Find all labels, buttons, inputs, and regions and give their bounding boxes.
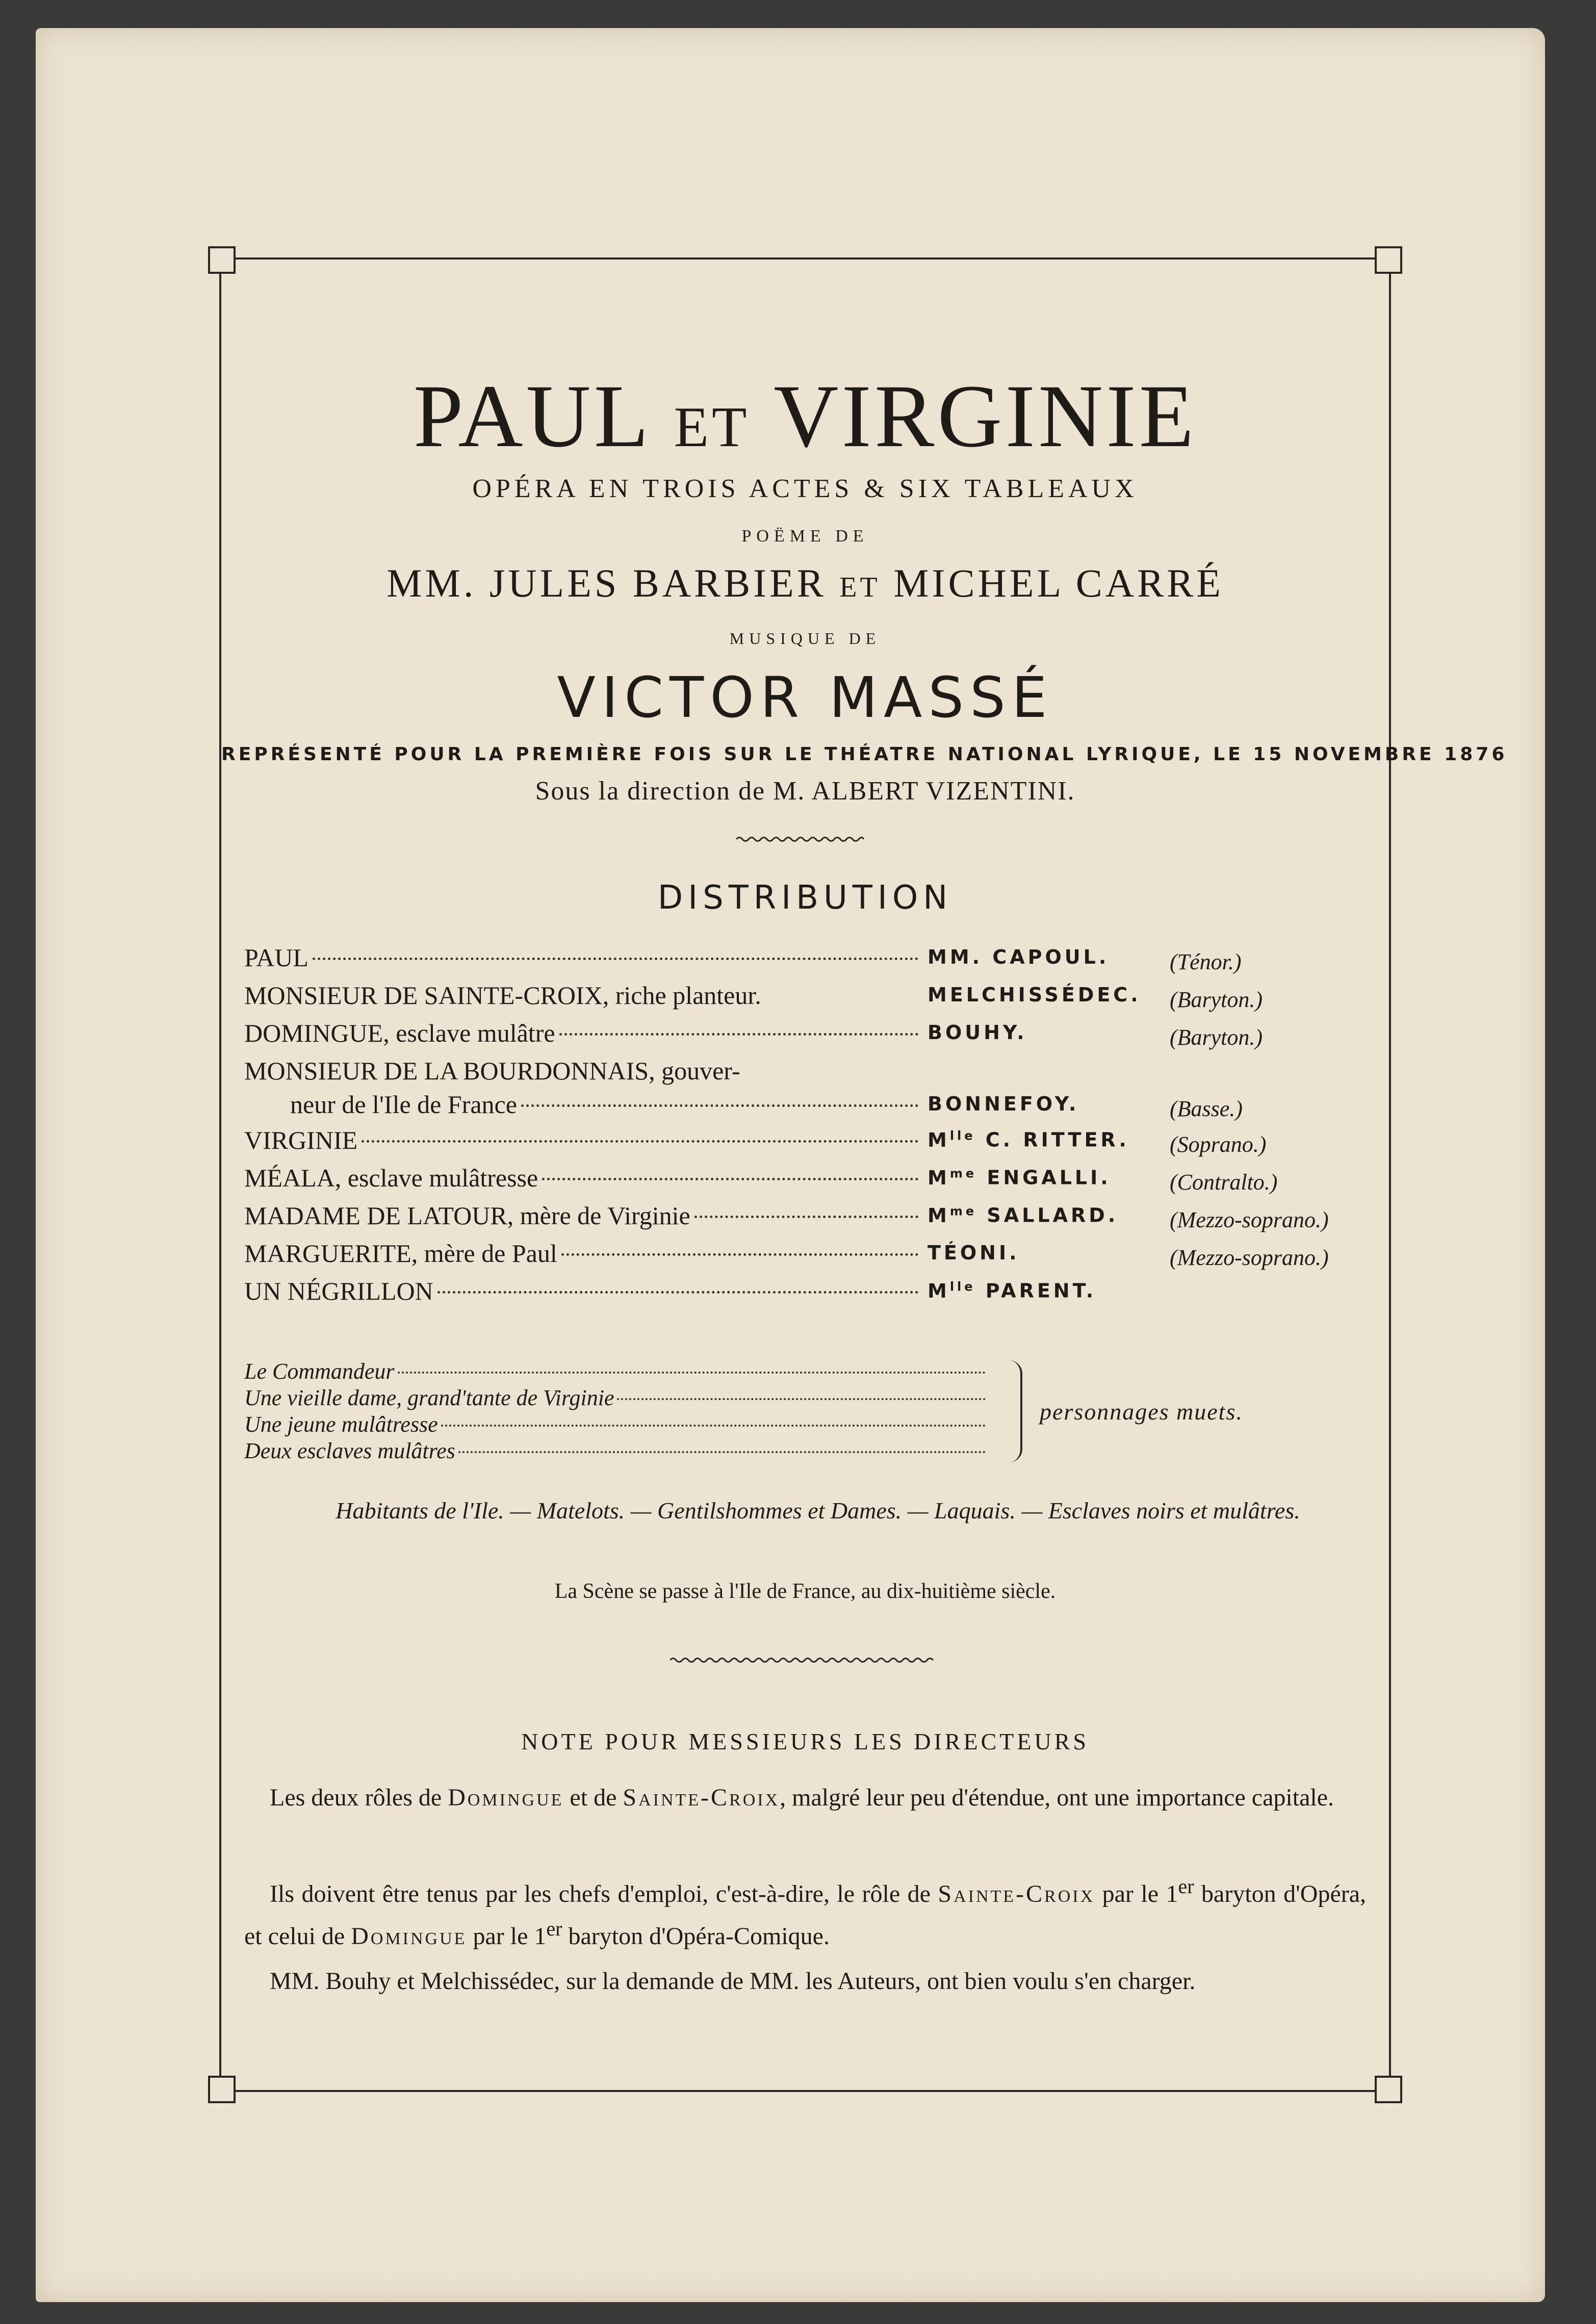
- brace-icon: [1009, 1360, 1022, 1462]
- singer-name: [928, 1166, 1111, 1189]
- dot-leader: [617, 1398, 986, 1400]
- mutes-label: personnages muets.: [1040, 1399, 1243, 1425]
- page-title: [221, 367, 1389, 466]
- note-text: , malgré leur peu d'étendue, ont une importance capitale.: [780, 1784, 1334, 1811]
- note-paragraph: [244, 1963, 1366, 2000]
- subtitle: OPÉRA EN TROIS ACTES & SIX TABLEAUX: [472, 474, 1138, 503]
- dot-leader: [437, 1291, 918, 1294]
- singer-text: C. RITTER.: [985, 1128, 1129, 1151]
- note-text: par le: [1102, 1880, 1159, 1907]
- musique-de-label: MUSIQUE DE: [729, 629, 881, 648]
- page-frame: [219, 257, 1508, 2092]
- note-paragraph: [244, 1779, 1366, 1817]
- mute-roles: [244, 1358, 1381, 1464]
- mute-role-name: Le Commandeur: [244, 1359, 395, 1384]
- mute-role: [244, 1438, 989, 1464]
- singer-text: ENGALLI.: [987, 1166, 1111, 1189]
- dot-leader: [542, 1178, 918, 1180]
- role-name: MONSIEUR DE SAINTE-CROIX, riche planteur.: [244, 981, 761, 1010]
- note-role-name: Sainte-Croix: [938, 1880, 1095, 1907]
- mute-role: [244, 1385, 989, 1411]
- title-part: ET: [674, 396, 750, 459]
- scene-line: La Scène se passe à l'Ile de France, au dix-huitième siècle.: [554, 1580, 1056, 1603]
- dot-leader: [398, 1372, 986, 1374]
- cast-row: [244, 1276, 1381, 1314]
- cast-list: [244, 943, 1381, 1314]
- note-text: baryton d'Opéra, et celui de: [244, 1880, 1367, 1950]
- role-name: MÉALA, esclave mulâtresse: [244, 1164, 538, 1192]
- voice-type: (Ténor.): [1170, 949, 1242, 974]
- singer-text: PARENT.: [985, 1279, 1097, 1302]
- mute-role-name: Deux esclaves mulâtres: [244, 1438, 455, 1463]
- note-text: MM. Bouhy et Melchissédec, sur la demande de MM. les Auteurs, ont bien voulu s'en charger.: [270, 1968, 1196, 1995]
- note-text: baryton d'Opéra-Comique.: [568, 1923, 830, 1950]
- note-text: Les deux rôles de: [270, 1784, 442, 1811]
- distribution-heading: DISTRIBUTION: [657, 879, 953, 917]
- voice-type: (Basse.): [1170, 1096, 1243, 1121]
- cast-row: [244, 1056, 1381, 1125]
- cast-row: [244, 980, 1381, 1018]
- frame-corner-ornament: [208, 246, 236, 274]
- ordinal-suffix: er: [1178, 1875, 1194, 1898]
- singer-prefix: $M^{me}$: [928, 1204, 977, 1227]
- ornament-squiggle: [670, 1657, 935, 1664]
- singer-text: TÉONI.: [928, 1242, 1020, 1264]
- frame-corner-ornament: [1375, 246, 1402, 274]
- voice-type: (Soprano.): [1170, 1132, 1267, 1157]
- direction-line: Sous la direction de M. ALBERT VIZENTINI.: [535, 777, 1075, 806]
- singer-name: [928, 946, 1109, 968]
- role-name: UN NÉGRILLON: [244, 1277, 433, 1305]
- dot-leader: [561, 1253, 918, 1256]
- note-text: et de: [570, 1784, 617, 1811]
- singer-name: [928, 1128, 1129, 1151]
- singer-name: [928, 1279, 1096, 1302]
- role-name: DOMINGUE, esclave mulâtre: [244, 1019, 555, 1047]
- singer-name: [928, 1021, 1027, 1044]
- authors: [221, 560, 1389, 606]
- author-text: ET: [839, 572, 881, 603]
- poeme-de-label: POËME DE: [741, 527, 869, 546]
- singer-text: SALLARD.: [987, 1204, 1119, 1227]
- title-part: VIRGINIE: [774, 367, 1197, 466]
- role-name: VIRGINIE: [244, 1126, 358, 1154]
- singer-text: CAPOUL.: [992, 946, 1110, 968]
- singer-name: [928, 1093, 1079, 1115]
- premiere-line: REPRÉSENTÉ POUR LA PREMIÈRE FOIS SUR LE THÉATRE NATIONAL LYRIQUE, LE 15 NOVEMBRE 1876: [221, 744, 1508, 765]
- singer-text: BOUHY.: [928, 1021, 1027, 1044]
- mute-role-name: Une vieille dame, grand'tante de Virginie: [244, 1385, 614, 1410]
- voice-type: (Contralto.): [1170, 1170, 1278, 1195]
- note-role-name: Sainte-Croix: [623, 1784, 780, 1811]
- dot-leader: [521, 1104, 918, 1107]
- mute-role: [244, 1411, 989, 1438]
- cast-row: [244, 1018, 1381, 1056]
- note-text: par le: [473, 1923, 528, 1950]
- frame-corner-ornament: [208, 2076, 236, 2103]
- dot-leader: [313, 958, 918, 960]
- dot-leader: [362, 1140, 918, 1143]
- cast-row: [244, 943, 1381, 980]
- singer-text: MELCHISSÉDEC.: [928, 984, 1141, 1006]
- note-text: Ils doivent être tenus par les chefs d'emploi, c'est-à-dire, le rôle de: [270, 1880, 931, 1907]
- composer-name: VICTOR MASSÉ: [557, 665, 1053, 730]
- voice-type: (Baryton.): [1170, 987, 1263, 1012]
- dot-leader: [458, 1451, 986, 1453]
- ordinal-suffix: er: [546, 1917, 562, 1941]
- author-text: MICHEL CARRÉ: [893, 561, 1224, 605]
- singer-prefix: $M^{lle}$: [928, 1128, 976, 1151]
- dot-leader: [694, 1216, 918, 1218]
- singer-name: [928, 1204, 1118, 1227]
- cast-row: [244, 1201, 1381, 1238]
- note-role-name: Domingue: [448, 1784, 564, 1811]
- role-name: PAUL: [244, 943, 308, 972]
- cast-row: [244, 1238, 1381, 1276]
- mute-role-name: Une jeune mulâtresse: [244, 1412, 438, 1437]
- note-paragraph: Ils doivent être tenus par les chefs d'emploi, c'est-à-dire, le rôle de Sainte-Croix par le 1er baryton d'Opéra, et celui de Domingue par le 1er baryton d'Opéra-Comique.: [244, 1875, 1367, 1950]
- mute-role: [244, 1358, 989, 1385]
- note-heading: NOTE POUR MESSIEURS LES DIRECTEURS: [521, 1728, 1089, 1754]
- singer-prefix: $M^{me}$: [928, 1166, 977, 1189]
- singer-prefix: $M^{lle}$: [928, 1279, 976, 1302]
- singer-name: [928, 1242, 1020, 1264]
- singer-text: BONNEFOY.: [928, 1093, 1079, 1115]
- title-part: PAUL: [413, 367, 649, 466]
- cast-row: [244, 1163, 1381, 1201]
- note-role-name: Domingue: [351, 1923, 467, 1950]
- role-name: MARGUERITE, mère de Paul: [244, 1239, 557, 1268]
- dot-leader: [441, 1425, 986, 1427]
- role-name-continued: neur de l'Ile de France: [290, 1090, 517, 1119]
- role-name: MADAME DE LATOUR, mère de Virginie: [244, 1201, 690, 1230]
- frame-corner-ornament: [1375, 2076, 1402, 2103]
- voice-type: (Mezzo-soprano.): [1170, 1207, 1329, 1232]
- habitants-line: Habitants de l'Ile. — Matelots. — Gentilshommes et Dames. — Laquais. — Esclaves noirs et mulâtres.: [336, 1497, 1300, 1523]
- dot-leader: [559, 1033, 918, 1036]
- voice-type: (Mezzo-soprano.): [1170, 1245, 1329, 1270]
- voice-type: (Baryton.): [1170, 1025, 1263, 1050]
- ornament-squiggle: [736, 836, 864, 843]
- singer-prefix: MM.: [928, 946, 983, 968]
- cast-row: [244, 1125, 1381, 1163]
- author-text: MM. JULES BARBIER: [387, 561, 827, 605]
- role-name: MONSIEUR DE LA BOURDONNAIS, gouver-: [244, 1056, 740, 1085]
- singer-name: [928, 984, 1141, 1006]
